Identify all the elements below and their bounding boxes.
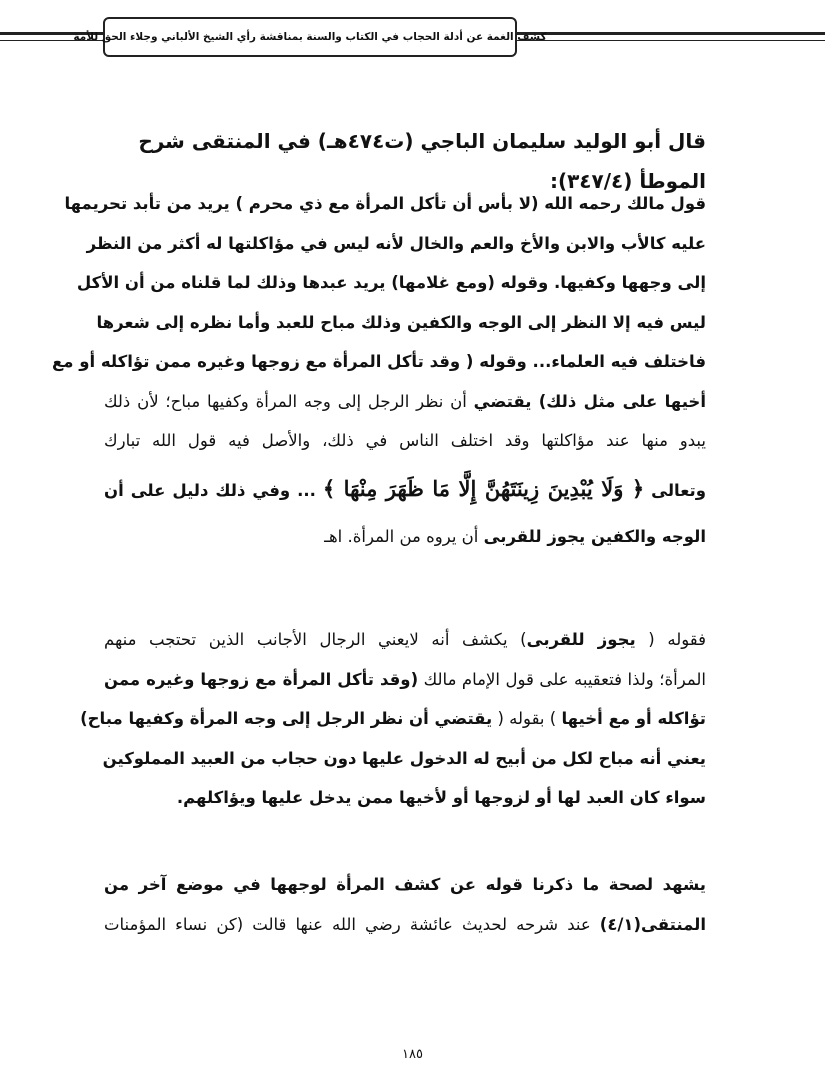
paragraph-line: قول مالك رحمه الله (لا بأس أن تأكل المرأة مع ذي محرم ) يريد من تأبد تحريمها bbox=[64, 194, 706, 213]
paragraph-line: فقوله ( يجوز للقربى) يكشف أنه لايعني الرجال الأجانب الذين تحتجب منهم bbox=[104, 630, 707, 649]
paragraph-3 bbox=[104, 865, 706, 944]
running-header bbox=[73, 17, 547, 57]
section-heading: قال أبو الوليد سليمان الباجي (ت٤٧٤هـ) في المنتقى شرح الموطأ (٣٤٧/٤): bbox=[138, 129, 706, 193]
paragraph-line: إلى وجهها وكفيها. وقوله (ومع غلامها) يريد عبدها وذلك لما قلناه من أن الأكل bbox=[76, 273, 706, 292]
paragraph-line-quran: وتعالى ﴿ وَلَا يُبْدِينَ زِينَتَهُنَّ إِلَّا مَا ظَهَرَ مِنْهَا ﴾ ... وفي ذلك دليل على أن bbox=[104, 475, 706, 501]
paragraph-line: المنتقى(٤/١) عند شرحه لحديث عائشة رضي الله عنها قالت (كن نساء المؤمنات bbox=[104, 914, 706, 934]
paragraph-line: أخيها على مثل ذلك) يقتضي أن نظر الرجل إلى وجه المرأة وكفيها مباح؛ لأن ذلك bbox=[104, 391, 706, 411]
paragraph-line: الوجه والكفين يجوز للقربى أن يروه من المرأة. اهـ bbox=[324, 526, 706, 546]
paragraph-line: يبدو منها عند مؤاكلتها وقد اختلف الناس في ذلك، والأصل فيه قول الله تبارك bbox=[104, 431, 706, 450]
running-header-title: كشف الغمة عن أدلة الحجاب في الكتاب والسنة بمناقشة رأي الشيخ الألباني وجلاء الحق للأمة bbox=[73, 31, 547, 43]
paragraph-1 bbox=[52, 184, 706, 556]
page-number: ١٨٥ bbox=[402, 1047, 423, 1062]
paragraph-line: يشهد لصحة ما ذكرنا قوله عن كشف المرأة لوجهها في موضع آخر من bbox=[104, 875, 706, 894]
paragraph-line: ليس فيه إلا النظر إلى الوجه والكفين وذلك مباح للعبد وأما نظره إلى شعرها bbox=[96, 312, 706, 332]
paragraph-line: سواء كان العبد لها أو لزوجها أو لأخيها ممن يدخل عليها ويؤاكلهم. bbox=[176, 788, 706, 807]
quran-verse: ﴿ وَلَا يُبْدِينَ زِينَتَهُنَّ إِلَّا مَا ظَهَرَ مِنْهَا ﴾ bbox=[322, 475, 645, 501]
paragraph-line: عليه كالأب والابن والأخ والعم والخال لأنه ليس في مؤاكلتها له أكثر من النظر bbox=[86, 233, 706, 253]
paragraph-line: تؤاكله أو مع أخيها ) بقوله ( يقتضي أن نظر الرجل إلى وجه المرأة وكفيها مباح) bbox=[80, 709, 706, 728]
paragraph-2 bbox=[80, 620, 707, 818]
paragraph-line: فاختلف فيه العلماء... وقوله ( وقد تأكل المرأة مع زوجها وغيره ممن تؤاكله أو مع bbox=[52, 352, 706, 371]
paragraph-line: المرأة؛ ولذا فتعقيبه على قول الإمام مالك (وقد تأكل المرأة مع زوجها وغيره ممن bbox=[104, 669, 706, 689]
paragraph-line: يعني أنه مباح لكل من أبيح له الدخول عليها دون حجاب من العبيد المملوكين bbox=[102, 748, 706, 768]
